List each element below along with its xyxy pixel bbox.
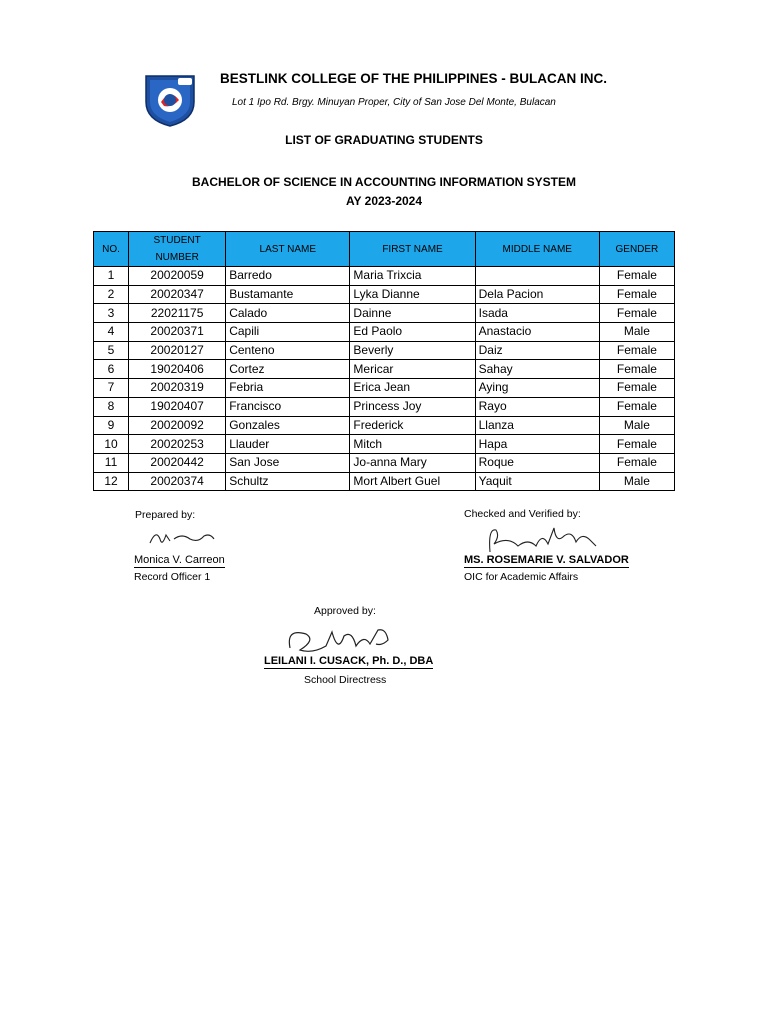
last-name-cell: Llauder — [226, 435, 350, 454]
column-header: STUDENT NUMBER — [129, 232, 226, 267]
middle-name-cell: Roque — [475, 453, 599, 472]
middle-name-cell: Isada — [475, 304, 599, 323]
column-header: MIDDLE NAME — [475, 232, 599, 267]
academic-year: AY 2023-2024 — [345, 194, 423, 208]
gender-cell: Female — [599, 379, 674, 398]
student-number-cell: 20020319 — [129, 379, 226, 398]
row-number-cell: 11 — [94, 453, 129, 472]
gender-cell: Female — [599, 435, 674, 454]
document-title: LIST OF GRADUATING STUDENTS — [285, 133, 483, 147]
gender-cell: Female — [599, 341, 674, 360]
middle-name-cell: Rayo — [475, 397, 599, 416]
table-row — [94, 360, 675, 379]
student-number-cell: 20020253 — [129, 435, 226, 454]
middle-name-cell — [475, 267, 599, 286]
first-name-cell: Ed Paolo — [350, 323, 475, 342]
gender-cell: Male — [599, 323, 674, 342]
row-number-cell: 8 — [94, 397, 129, 416]
row-number-cell: 1 — [94, 267, 129, 286]
row-number-cell: 5 — [94, 341, 129, 360]
first-name-cell: Lyka Dianne — [350, 285, 475, 304]
approved-by-label: Approved by: — [314, 605, 376, 617]
student-number-cell: 20020127 — [129, 341, 226, 360]
first-name-cell: Maria Trixcia — [350, 267, 475, 286]
middle-name-cell: Hapa — [475, 435, 599, 454]
table-row — [94, 323, 675, 342]
first-name-cell: Jo-anna Mary — [350, 453, 475, 472]
last-name-cell: Francisco — [226, 397, 350, 416]
last-name-cell: Cortez — [226, 360, 350, 379]
middle-name-cell: Daiz — [475, 341, 599, 360]
prepared-signature — [148, 527, 218, 554]
column-header: NO. — [94, 232, 129, 267]
gender-cell: Female — [599, 397, 674, 416]
table-row — [94, 472, 675, 491]
middle-name-cell: Yaquit — [475, 472, 599, 491]
student-number-cell: 20020371 — [129, 323, 226, 342]
table-row — [94, 304, 675, 323]
first-name-cell: Mitch — [350, 435, 475, 454]
row-number-cell: 12 — [94, 472, 129, 491]
last-name-cell: Gonzales — [226, 416, 350, 435]
row-number-cell: 7 — [94, 379, 129, 398]
middle-name-cell: Dela Pacion — [475, 285, 599, 304]
table-row — [94, 453, 675, 472]
approved-by-name: LEILANI I. CUSACK, Ph. D., DBA — [264, 655, 434, 667]
student-number-cell: 20020347 — [129, 285, 226, 304]
checked-by-role: OIC for Academic Affairs — [464, 571, 579, 583]
first-name-cell: Beverly — [350, 341, 475, 360]
row-number-cell: 10 — [94, 435, 129, 454]
gender-cell: Female — [599, 360, 674, 379]
last-name-cell: Schultz — [226, 472, 350, 491]
gender-cell: Male — [599, 472, 674, 491]
student-number-cell: 20020442 — [129, 453, 226, 472]
middle-name-cell: Aying — [475, 379, 599, 398]
first-name-cell: Dainne — [350, 304, 475, 323]
checked-by-name: MS. ROSEMARIE V. SALVADOR — [464, 554, 629, 566]
table-row — [94, 379, 675, 398]
student-number-cell: 22021175 — [129, 304, 226, 323]
last-name-cell: Calado — [226, 304, 350, 323]
middle-name-cell: Sahay — [475, 360, 599, 379]
last-name-cell: Barredo — [226, 267, 350, 286]
row-number-cell: 6 — [94, 360, 129, 379]
table-row — [94, 285, 675, 304]
student-number-cell: 20020059 — [129, 267, 226, 286]
student-number-cell: 20020374 — [129, 472, 226, 491]
first-name-cell: Princess Joy — [350, 397, 475, 416]
student-number-cell: 19020406 — [129, 360, 226, 379]
students-table — [93, 231, 675, 491]
student-number-cell: 20020092 — [129, 416, 226, 435]
prepared-by-label: Prepared by: — [135, 509, 196, 521]
column-header: GENDER — [599, 232, 674, 267]
last-name-cell: Febria — [226, 379, 350, 398]
middle-name-cell: Anastacio — [475, 323, 599, 342]
school-logo — [142, 72, 198, 128]
table-row — [94, 435, 675, 454]
gender-cell: Female — [599, 453, 674, 472]
gender-cell: Male — [599, 416, 674, 435]
first-name-cell: Mericar — [350, 360, 475, 379]
program-title: BACHELOR OF SCIENCE IN ACCOUNTING INFORMATION SYSTEM — [192, 175, 576, 189]
first-name-cell: Frederick — [350, 416, 475, 435]
last-name-cell: San Jose — [226, 453, 350, 472]
column-header: FIRST NAME — [350, 232, 475, 267]
prepared-by-name: Monica V. Carreon — [134, 554, 225, 566]
first-name-cell: Mort Albert Guel — [350, 472, 475, 491]
checked-by-label: Checked and Verified by: — [464, 508, 581, 520]
school-address: Lot 1 Ipo Rd. Brgy. Minuyan Proper, City of San Jose Del Monte, Bulacan — [232, 97, 556, 108]
last-name-cell: Capili — [226, 323, 350, 342]
table-row — [94, 397, 675, 416]
row-number-cell: 4 — [94, 323, 129, 342]
approved-by-role: School Directress — [304, 674, 387, 686]
row-number-cell: 2 — [94, 285, 129, 304]
row-number-cell: 9 — [94, 416, 129, 435]
last-name-cell: Centeno — [226, 341, 350, 360]
table-header-row — [94, 232, 675, 267]
middle-name-cell: Llanza — [475, 416, 599, 435]
table-row — [94, 341, 675, 360]
column-header: LAST NAME — [226, 232, 350, 267]
table-row — [94, 267, 675, 286]
gender-cell: Female — [599, 285, 674, 304]
school-name: BESTLINK COLLEGE OF THE PHILIPPINES - BULACAN INC. — [220, 71, 608, 86]
prepared-by-role: Record Officer 1 — [134, 571, 211, 583]
first-name-cell: Erica Jean — [350, 379, 475, 398]
student-number-cell: 19020407 — [129, 397, 226, 416]
last-name-cell: Bustamante — [226, 285, 350, 304]
gender-cell: Female — [599, 267, 674, 286]
gender-cell: Female — [599, 304, 674, 323]
row-number-cell: 3 — [94, 304, 129, 323]
table-row — [94, 416, 675, 435]
